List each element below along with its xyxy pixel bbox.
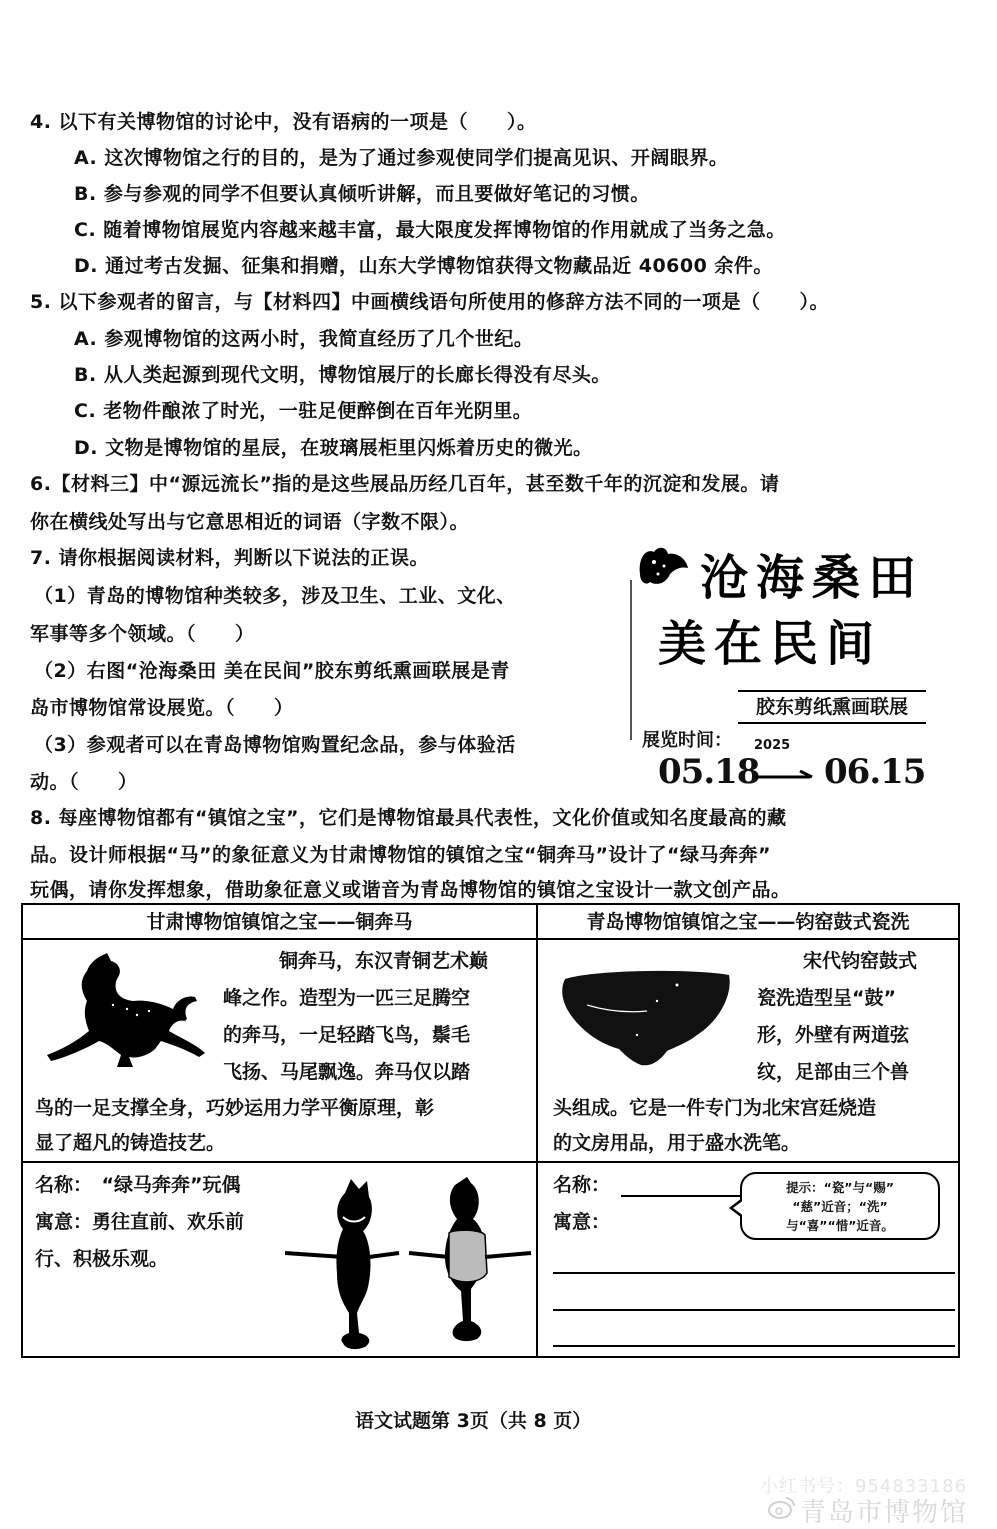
design-table: [21, 903, 960, 1358]
poster-date-label: 展览时间：: [642, 730, 732, 751]
q6-line-1: 6.【材料三】中“源远流长”指的是这些展品历经几百年，甚至数千年的沉淀和发展。请: [30, 473, 780, 495]
gansu-desc-line-3: 的奔马，一足轻踏飞鸟，鬃毛: [223, 1024, 471, 1046]
lvma-meaning-line-1: 寓意：勇往直前、欢乐前: [35, 1211, 245, 1233]
qingdao-desc-line-3: 形，外壁有两道弦: [757, 1024, 910, 1046]
hint-line-2: “慈”近音；“洗”: [792, 1199, 888, 1214]
table-header-divider: [23, 938, 958, 940]
lvma-meaning-line-2: 行、积极乐观。: [35, 1248, 169, 1270]
lvma-benben-doll-image: [285, 1173, 533, 1353]
q4-stem: 4. 以下有关博物馆的讨论中，没有语病的一项是（ ）。: [30, 111, 537, 133]
watermark-account: 青岛市博物馆: [800, 1498, 969, 1528]
q7-item-1-line-2: 军事等多个领域。（ ）: [30, 623, 255, 645]
q5-stem: 5. 以下参观者的留言，与【材料四】中画横线语句所使用的修辞方法不同的一项是（ ）。: [30, 291, 830, 313]
hint-line-1: 提示：“瓷”与“赐”: [786, 1180, 894, 1195]
q7-item-3-line-1: （3）参观者可以在青岛博物馆购置纪念品，参与体验活: [34, 734, 516, 756]
q8-line-1: 8. 每座博物馆都有“镇馆之宝”，它们是博物馆最具代表性，文化价值或知名度最高的藏: [30, 807, 787, 829]
qingdao-desc-line-2: 瓷洗造型呈“鼓”: [757, 987, 896, 1009]
design-name-label: 名称：: [553, 1174, 611, 1196]
exhibition-poster: [628, 530, 958, 792]
qingdao-desc-line-5: 头组成。它是一件专门为北宋宫廷烧造: [553, 1097, 877, 1119]
q4-option-c: C. 随着博物馆展览内容越来越丰富，最大限度发挥博物馆的作用就成了当务之急。: [74, 219, 786, 241]
q4-option-d: D. 通过考古发掘、征集和捐赠，山东大学博物馆获得文物藏品近 40600 余件。: [74, 255, 773, 277]
lvma-name: 名称： “绿马奔奔”玩偶: [35, 1174, 241, 1196]
q5-option-a: A. 参观博物馆的这两小时，我简直经历了几个世纪。: [74, 328, 534, 350]
watermark-id: 小红书号：954833186: [760, 1476, 968, 1497]
table-column-divider: [536, 905, 538, 1356]
q5-option-d: D. 文物是博物馆的星辰，在玻璃展柜里闪烁着历史的微光。: [74, 437, 593, 459]
weibo-logo-icon: [768, 1494, 796, 1520]
design-answer-line-2[interactable]: [553, 1309, 955, 1311]
q5-option-b: B. 从人类起源到现代文明，博物馆展厅的长廊长得没有尽头。: [74, 364, 611, 386]
gansu-desc-line-2: 峰之作。造型为一匹三足腾空: [223, 987, 471, 1009]
bronze-galloping-horse-image: [37, 949, 217, 1069]
gansu-desc-line-4: 飞扬、马尾飘逸。奔马仅以踏: [223, 1061, 471, 1083]
q7-item-1-line-1: （1）青岛的博物馆种类较多，涉及卫生、工业、文化、: [34, 585, 516, 607]
poster-year: 2025: [754, 738, 791, 753]
poster-start-date: 05.18: [658, 752, 760, 792]
q5-option-c: C. 老物件酿浓了时光，一驻足便醉倒在百年光阴里。: [74, 400, 533, 422]
poster-title-line-2: 美在民间: [658, 616, 883, 672]
q7-item-3-line-2: 动。（ ）: [30, 771, 138, 793]
design-meaning-label: 寓意：: [553, 1211, 611, 1233]
gansu-desc-line-6: 显了超凡的铸造技艺。: [35, 1132, 226, 1154]
butterfly-icon: [636, 544, 690, 588]
q7-item-2-line-2: 岛市博物馆常设展览。（ ）: [30, 697, 294, 719]
q4-option-a: A. 这次博物馆之行的目的，是为了通过参观使同学们提高见识、开阔眼界。: [74, 147, 729, 169]
poster-end-date: 06.15: [824, 752, 926, 792]
qingdao-desc-line-1: 宋代钧窑鼓式: [803, 950, 918, 972]
design-name-blank[interactable]: [621, 1195, 751, 1197]
table-header-qingdao: 青岛博物馆镇馆之宝——钧窑鼓式瓷洗: [586, 911, 910, 933]
jun-ware-drum-washer-image: [557, 965, 737, 1075]
poster-border-line: [630, 580, 632, 740]
q4-option-b: B. 参与参观的同学不但要认真倾听讲解，而且要做好笔记的习惯。: [74, 183, 650, 205]
q7-item-2-line-1: （2）右图“沧海桑田 美在民间”胶东剪纸熏画联展是青: [34, 660, 510, 682]
design-answer-line-1[interactable]: [553, 1272, 955, 1274]
poster-subtitle: 胶东剪纸熏画联展: [738, 690, 926, 724]
q8-line-3: 玩偶，请你发挥想象，借助象征意义或谐音为青岛博物馆的镇馆之宝设计一款文创产品。: [30, 879, 791, 901]
qingdao-desc-line-6: 的文房用品，用于盛水洗笔。: [553, 1132, 801, 1154]
qingdao-desc-line-4: 纹，足部由三个兽: [757, 1061, 910, 1083]
q6-line-2: 你在横线处写出与它意思相近的词语（字数不限）。: [30, 511, 470, 533]
q7-stem: 7. 请你根据阅读材料，判断以下说法的正误。: [30, 547, 430, 569]
design-answer-line-3[interactable]: [553, 1345, 955, 1347]
gansu-desc-line-5: 鸟的一足支撑全身，巧妙运用力学平衡原理，彰: [35, 1097, 435, 1119]
poster-title-line-1: 沧海桑田: [700, 550, 925, 606]
page-footer: 语文试题第 3页（共 8 页）: [355, 1410, 592, 1432]
hint-line-3: 与“喜”“惜”近音。: [786, 1218, 894, 1233]
q8-line-2: 品。设计师根据“马”的象征意义为甘肃博物馆的镇馆之宝“铜奔马”设计了“绿马奔奔”: [30, 844, 771, 866]
table-header-gansu: 甘肃博物馆镇馆之宝——铜奔马: [146, 911, 413, 933]
arrow-right-icon: [756, 770, 814, 784]
gansu-desc-line-1: 铜奔马，东汉青铜艺术巅: [279, 950, 489, 972]
hint-speech-bubble: [740, 1172, 940, 1240]
